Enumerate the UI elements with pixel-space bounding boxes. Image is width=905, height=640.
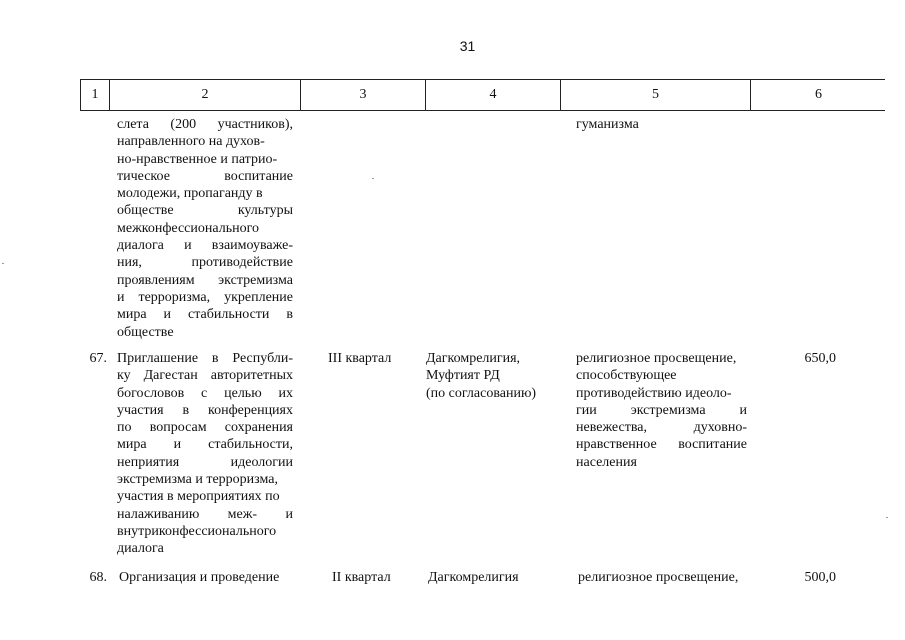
- row-68-period: II квартал: [332, 570, 391, 585]
- text-line: по вопросам сохранения: [117, 420, 293, 436]
- continuation-result: [576, 116, 756, 133]
- text-line: налаживанию меж- и: [117, 506, 293, 522]
- text-line: ния, противодействие: [117, 255, 293, 271]
- text-line: (по согласованию): [426, 385, 537, 401]
- header-cell-4: 4: [426, 80, 561, 110]
- text-line: но-нравственное и патрио-: [117, 151, 278, 167]
- text-line: направленного на духов-: [117, 134, 265, 150]
- text-line: Приглашение в Республи-: [117, 351, 293, 366]
- text-line: диалога: [117, 541, 164, 557]
- text-line: гуманизма: [576, 117, 639, 132]
- text-line: Дагкомрелигия,: [426, 351, 521, 366]
- text-line: нравственное воспитание: [576, 437, 747, 453]
- text-line: способствующее: [576, 368, 677, 384]
- row-67-period: III квартал: [328, 351, 392, 366]
- text-line: противодействию идеоло-: [576, 385, 732, 401]
- scan-speck: [886, 517, 888, 518]
- row-67-result: [576, 350, 747, 471]
- header-cell-6: 6: [815, 87, 822, 102]
- text-line: участия в мероприятиях по: [117, 489, 280, 505]
- text-line: религиозное просвещение,: [576, 351, 737, 366]
- row-68-number: 68.: [89, 570, 107, 585]
- row-67-executors: [426, 350, 566, 402]
- text-line: богословов с целью их: [117, 385, 293, 401]
- text-line: тическое воспитание: [117, 168, 293, 184]
- text-line: мира и стабильности в: [117, 307, 293, 323]
- text-line: слета (200 участников),: [117, 117, 293, 132]
- continuation-description: [117, 116, 293, 341]
- text-line: внутриконфессионального: [117, 523, 277, 539]
- table-header-row: [80, 79, 885, 111]
- text-line: участия в конференциях: [117, 402, 293, 418]
- text-line: ку Дагестан авторитетных: [117, 368, 293, 384]
- text-line: молодежи, пропаганду в: [117, 186, 263, 202]
- row-67-amount: 650,0: [804, 351, 836, 366]
- text-line: и терроризма, укрепление: [117, 289, 293, 305]
- text-line: обществе: [117, 324, 174, 340]
- header-cell-2: 2: [110, 80, 301, 110]
- text-line: невежества, духовно-: [576, 420, 747, 436]
- text-line: обществе культуры: [117, 203, 293, 219]
- data-table: [80, 79, 885, 111]
- header-cell-3: 3: [301, 80, 426, 110]
- text-line: Организация и проведение: [119, 570, 280, 585]
- header-cell-1: 1: [81, 80, 110, 110]
- page-number: 31: [459, 38, 476, 54]
- row-68-executors: [428, 569, 568, 586]
- row-68-amount: 500,0: [804, 570, 836, 585]
- text-line: диалога и взаимоуваже-: [117, 238, 293, 254]
- row-67-number: 67.: [89, 351, 107, 366]
- text-line: межконфессионального: [117, 220, 259, 236]
- scan-speck: [2, 263, 4, 264]
- header-cell-5: 5: [561, 80, 751, 110]
- row-68-result: [578, 569, 758, 586]
- row-68-description: [119, 569, 299, 586]
- scan-speck: [372, 178, 374, 179]
- text-line: мира и стабильности,: [117, 437, 293, 453]
- text-line: неприятия идеологии: [117, 454, 293, 470]
- text-line: населения: [576, 454, 637, 470]
- text-line: Дагкомрелигия: [428, 570, 519, 585]
- text-line: Муфтият РД: [426, 368, 500, 384]
- text-line: экстремизма и терроризма,: [117, 472, 278, 488]
- text-line: гии экстремизма и: [576, 402, 747, 418]
- row-67-description: [117, 350, 293, 558]
- text-line: проявлениям экстремизма: [117, 272, 293, 288]
- text-line: религиозное просвещение,: [578, 570, 739, 585]
